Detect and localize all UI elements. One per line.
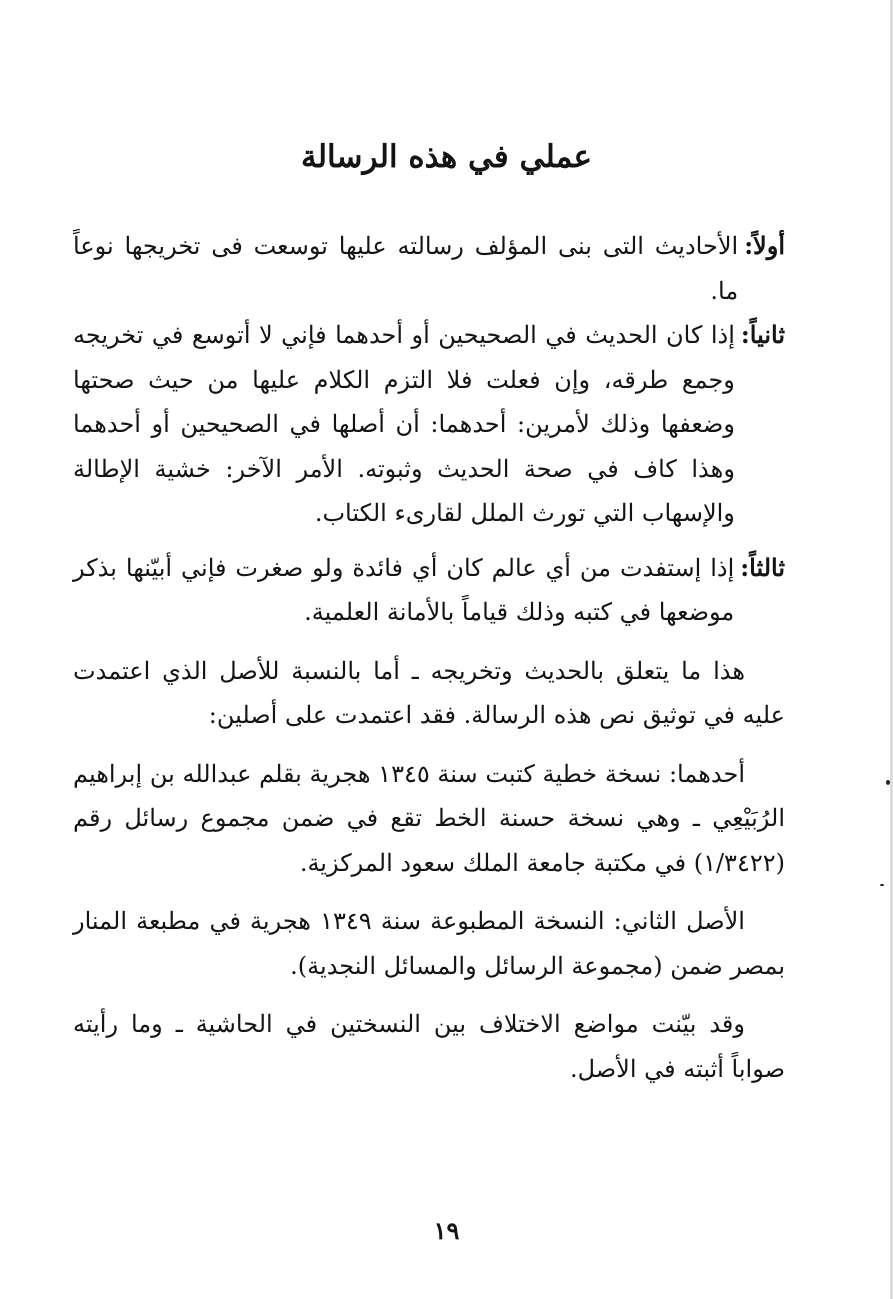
list-item-first [73,224,785,313]
item-text: إذا كان الحديث في الصحيحين أو أحدهما فإني لا أتوسع في تخريجه وجمع طرقه، وإن فعلت فلا التزم الكلام عليها من حيث صحتها وضعفها وذلك لأمرين: أحدهما: أن أصلها في الصحيحين أو أحدهما وهذا كاف في صحة الحديث وثبوته. الأمر الآخر: خشية الإطالة والإسهاب التي تورث الملل لقارىء الكتاب. [73,321,735,527]
paragraph-sources-intro: هذا ما يتعلق بالحديث وتخريجه ـ أما بالنسبة للأصل الذي اعتمدت عليه في توثيق نص هذه الرسالة. فقد اعتمدت على أصلين: [73,656,785,729]
paragraph-differences: وقد بيّنت مواضع الاختلاف بين النسختين في الحاشية ـ وما رأيته صواباً أثبته في الأصل. [73,1010,785,1083]
page-title: عملي في هذه الرسالة [300,139,593,175]
item-label: أولاً: [744,231,785,260]
item-text: إذا إستفدت من أي عالم كان أي فائدة ولو صغرت فإني أبيّنها بذكر موضعها في كتبه وذلك قياماً بالأمانة العلمية. [73,553,735,626]
paragraph-printed-edition: الأصل الثاني: النسخة المطبوعة سنة ١٣٤٩ هجرية في مطبعة المنار بمصر ضمن (مجموعة الرسائل والمسائل النجدية). [73,907,785,980]
body-text [73,224,785,1091]
paragraph-manuscript: أحدهما: نسخة خطية كتبت سنة ١٣٤٥ هجرية بقلم عبدالله بن إبراهيم الرُبَيْعِي ـ وهي نسخة حسنة الخط تقع في ضمن مجموع رسائل رقم (١/٣٤٢٢) في مكتبة جامعة الملك سعود المركزية. [73,759,785,877]
page-number: ١٩ [433,1216,460,1245]
list-item-third [73,546,785,635]
item-label: ثانياً: [740,320,785,349]
scan-speck [880,884,884,886]
scan-speck [886,780,890,785]
list-item-second [73,313,785,536]
item-label: ثالثاً: [740,552,785,582]
item-text: الأحاديث التى بنى المؤلف رسالته عليها توسعت فى تخريجها نوعاً ما. [73,232,739,305]
